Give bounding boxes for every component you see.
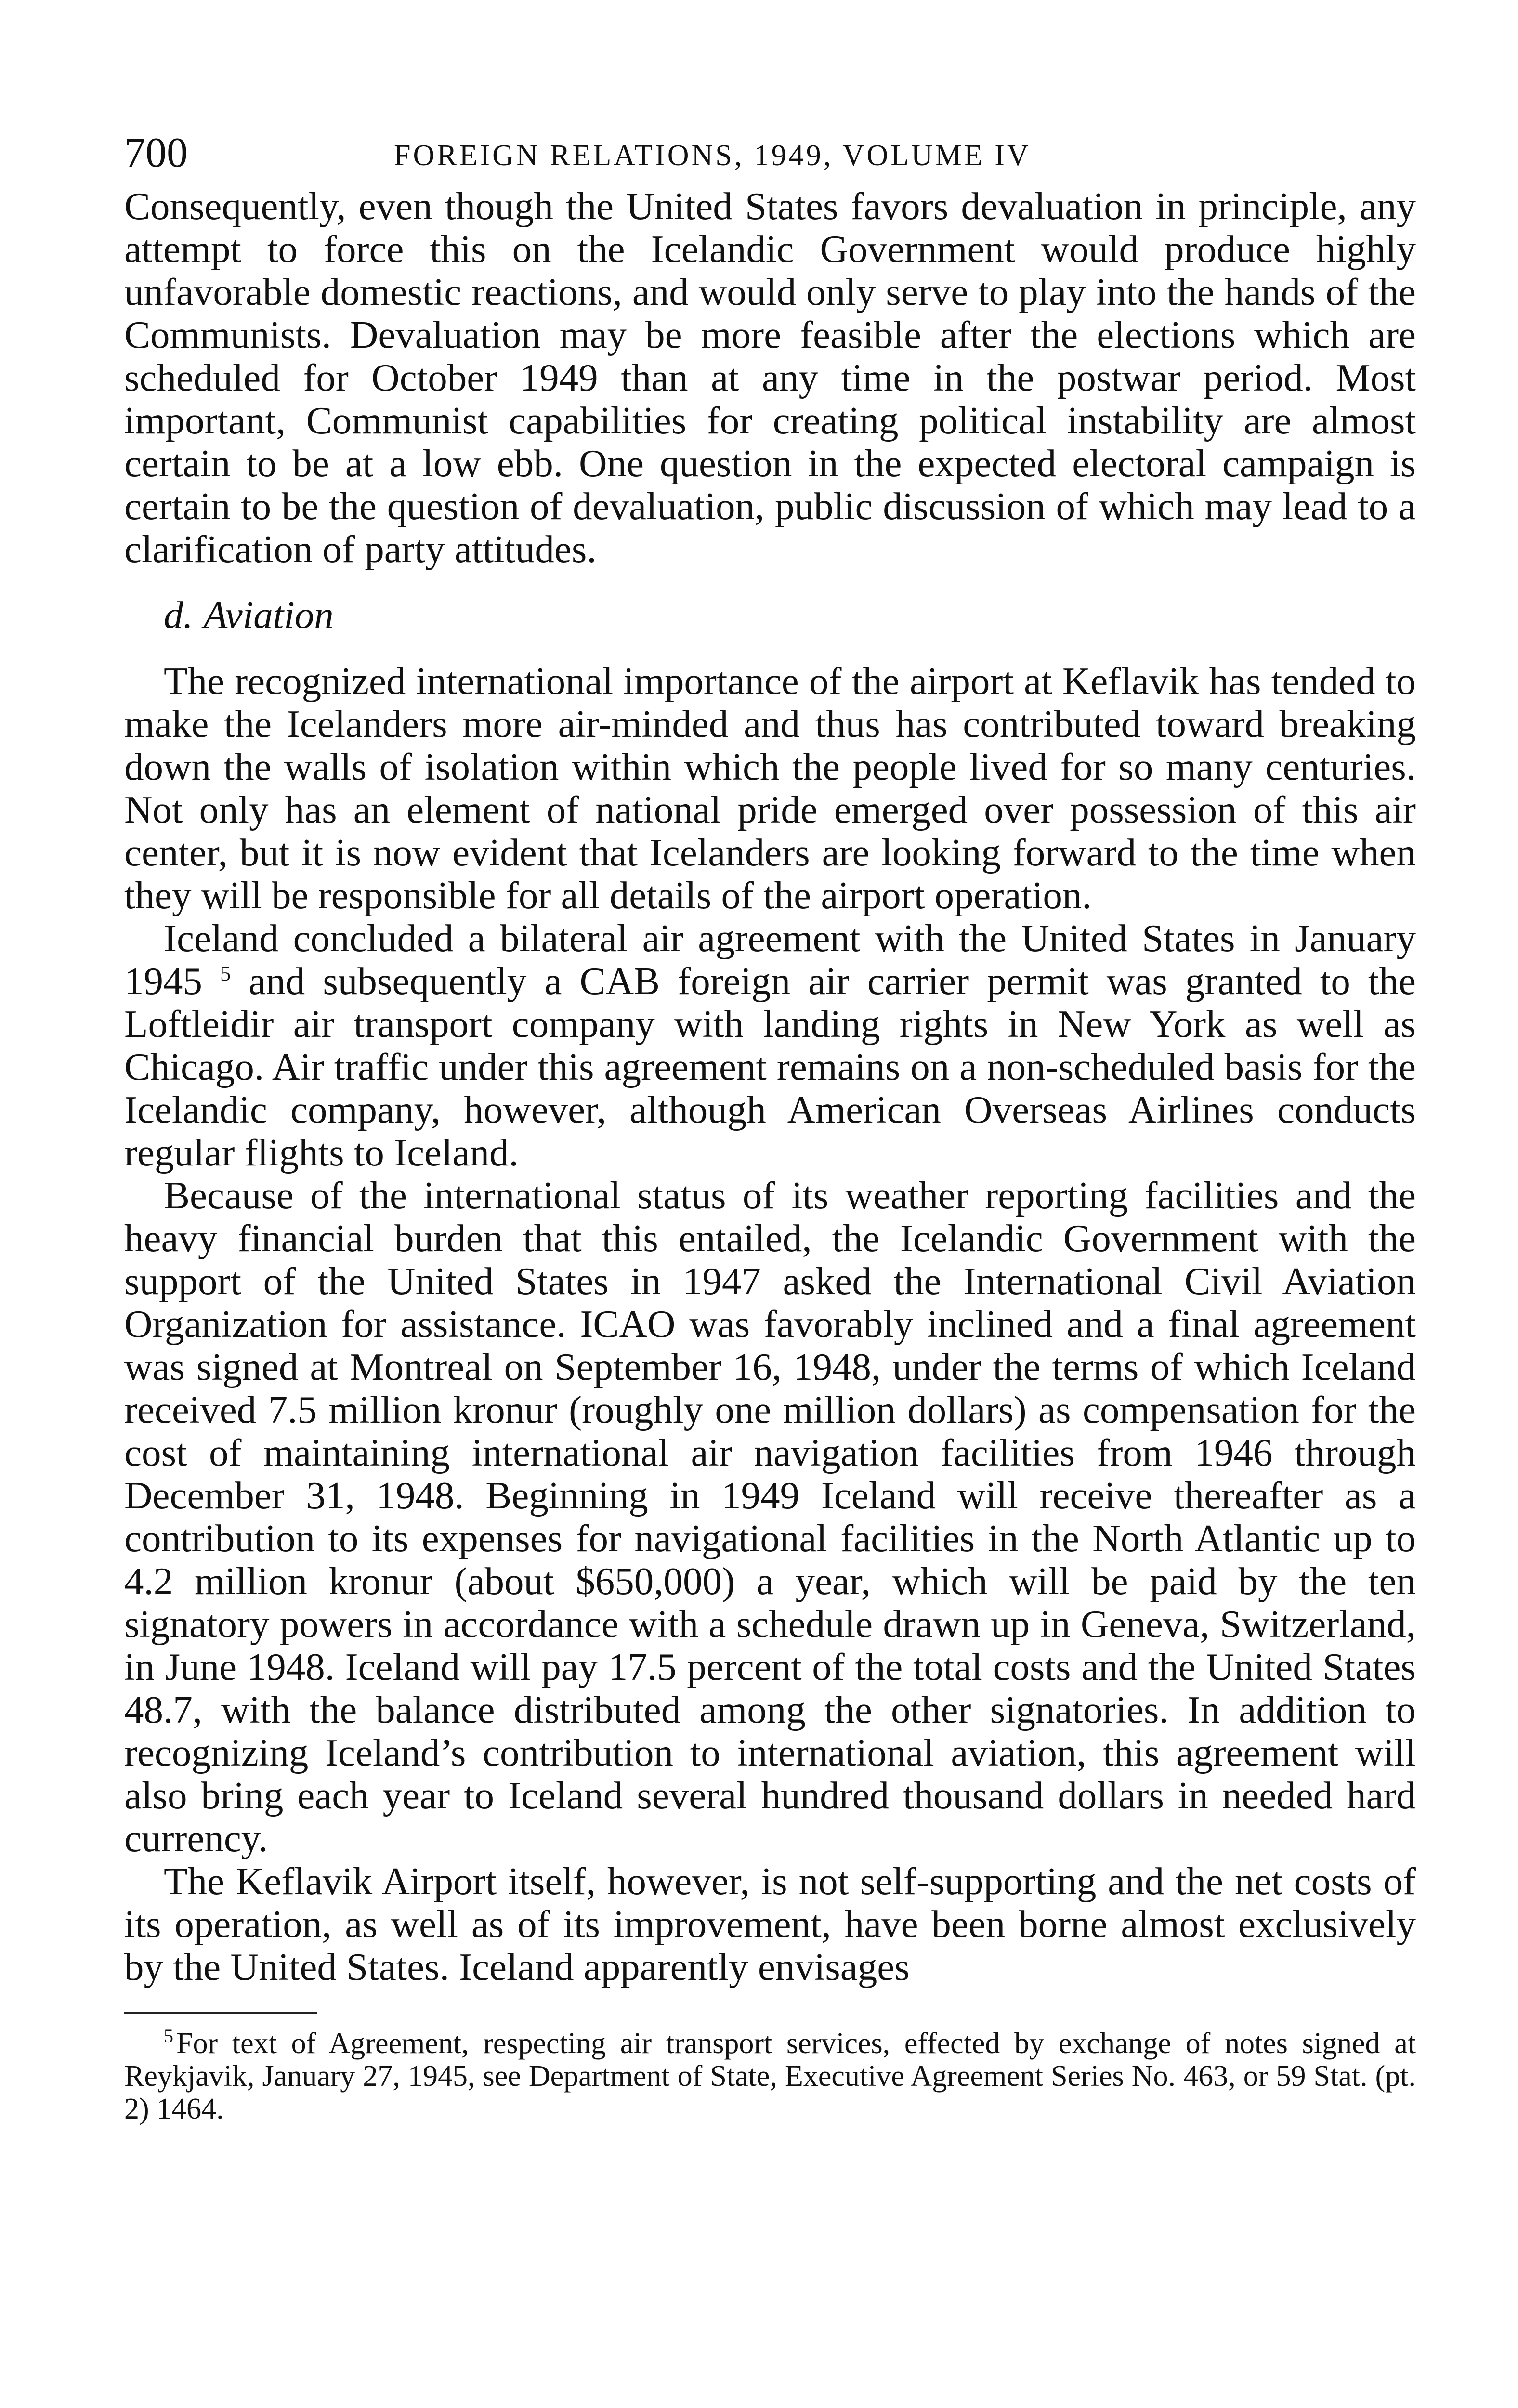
footnote-mark: 5 (164, 2025, 173, 2047)
document-page (124, 129, 1416, 2125)
paragraph-icao-agreement: Because of the international status of its weather reporting facilities and the heavy financial burden that this entailed, the Icelandic Government with the support of the United States in 1947 asked the International Civil Aviation Organization for assistance. ICAO was favorably inclined and a final agreement was signed at Montreal on September 16, 1948, under the terms of which Iceland received 7.5 million kronur (roughly one million dollars) as compensation for the cost of maintaining international air navigation facilities from 1946 through December 31, 1948. Beginning in 1949 Iceland will receive thereafter as a contribution to its expenses for navigational facilities in the North Atlantic up to 4.2 million kronur (about $650,000) a year, which will be paid by the ten signatory powers in accordance with a schedule drawn up in Geneva, Switzerland, in June 1948. Iceland will pay 17.5 percent of the total costs and the United States 48.7, with the balance distributed among the other signatories. In addition to recognizing Iceland’s contribution to international aviation, this agreement will also bring each year to Iceland several hundred thousand dollars in needed hard currency. (124, 1174, 1416, 1860)
footnote-text: For text of Agreement, respecting air transport services, effected by exchange of notes signed at Reykjavik, January 27, 1945, see Department of State, Executive Agreement Series No. 463, or 59 Stat. (pt. 2) 1464. (124, 2027, 1416, 2125)
footnote (124, 2027, 1416, 2125)
footnote-divider (124, 2012, 317, 2014)
footnote-reference[interactable]: 5 (220, 962, 231, 985)
section-letter: d. (164, 593, 193, 637)
paragraph-bilateral-agreement (124, 917, 1416, 1174)
running-head: FOREIGN RELATIONS, 1949, VOLUME IV (394, 139, 1031, 172)
paragraph-keflavik-costs: The Keflavik Airport itself, however, is not self-supporting and the net costs of its operation, as well as of its improvement, have been borne almost exclusively by the United States. Iceland apparently envisages (124, 1859, 1416, 1989)
page-number: 700 (124, 130, 188, 176)
section-heading-aviation (164, 594, 1416, 637)
page-header (124, 129, 1416, 182)
paragraph-text: Iceland concluded a bilateral air agreement with the United States in January 1945 (124, 916, 1416, 1003)
paragraph-keflavik-importance: The recognized international importance of the airport at Keflavik has tended to make the Icelanders more air-minded and thus has contributed toward breaking down the walls of isolation within which the people lived for so many centuries. Not only has an element of national pride emerged over possession of this air center, but it is now evident that Icelanders are looking forward to the time when they will be responsible for all details of the airport operation. (124, 659, 1416, 917)
paragraph-text: and subsequently a CAB foreign air carrier permit was granted to the Loftleidir air transport company with landing rights in New York as well as Chicago. Air traffic under this agreement remains on a non-scheduled basis for the Icelandic company, however, although American Overseas Airlines conducts regular flights to Iceland. (124, 959, 1416, 1174)
paragraph-devaluation: Consequently, even though the United States favors devaluation in principle, any attempt to force this on the Icelandic Government would produce highly unfavorable domestic reactions, and would only serve to play into the hands of the Communists. Devaluation may be more feasible after the elections which are scheduled for October 1949 than at any time in the postwar period. Most important, Communist capabilities for creating political instability are almost certain to be at a low ebb. One question in the expected electoral campaign is certain to be the question of devaluation, public discussion of which may lead to a clarification of party attitudes. (124, 184, 1416, 571)
section-title: Aviation (203, 593, 334, 637)
body-text (124, 185, 1416, 1989)
